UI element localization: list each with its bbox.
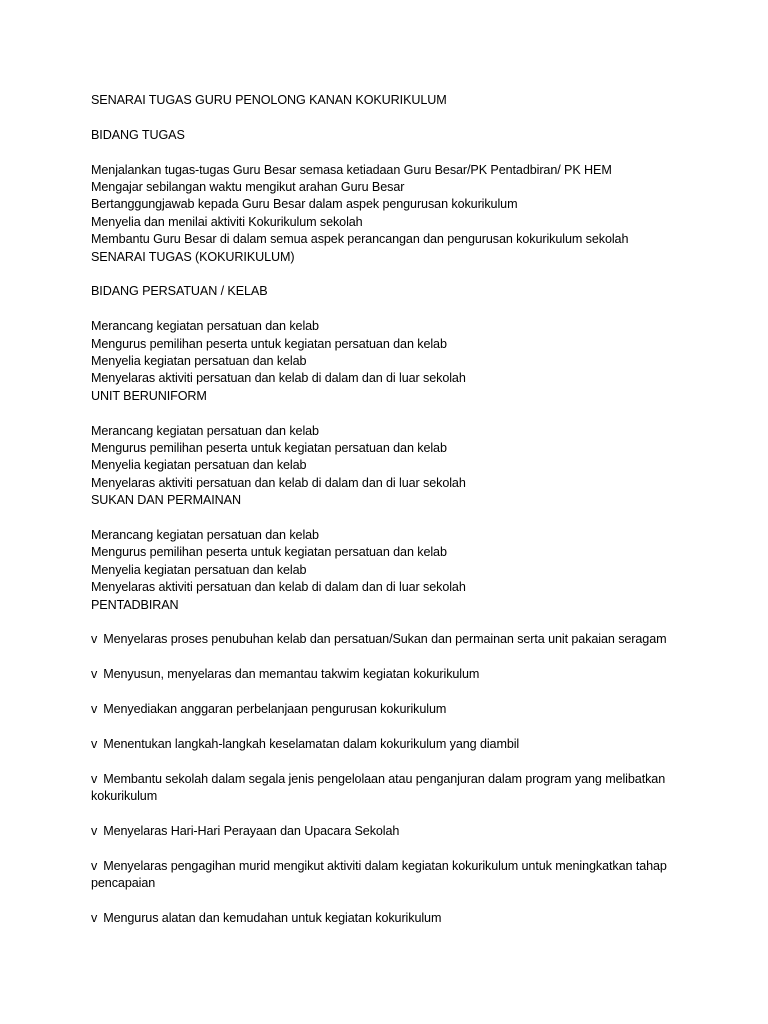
list-item: Mengurus pemilihan peserta untuk kegiatan persatuan dan kelab xyxy=(91,545,447,560)
bullet-text: Menyelaras pengagihan murid mengikut aktiviti dalam kegiatan kokurikulum untuk meningkatkan tahap pencapaian xyxy=(91,858,667,891)
bullet-marker: v xyxy=(91,632,98,647)
bullet-text: Menyediakan anggaran perbelanjaan pengurusan kokurikulum xyxy=(103,702,447,717)
list-item: Mengajar sebilangan waktu mengikut arahan Guru Besar xyxy=(91,180,405,194)
section-heading-senarai-tugas: SENARAI TUGAS (KOKURIKULUM) xyxy=(91,249,295,264)
bullet-item xyxy=(91,910,691,927)
bullet-text: Menentukan langkah-langkah keselamatan dalam kokurikulum yang diambil xyxy=(103,736,520,751)
bullet-item xyxy=(91,701,691,718)
list-item: Menyelia kegiatan persatuan dan kelab xyxy=(91,354,307,369)
bullet-marker: v xyxy=(91,858,98,873)
list-item: Mengurus pemilihan peserta untuk kegiatan persatuan dan kelab xyxy=(91,336,447,351)
list-item: Merancang kegiatan persatuan dan kelab xyxy=(91,319,319,334)
list-item: Menjalankan tugas-tugas Guru Besar semasa ketiadaan Guru Besar/PK Pentadbiran/ PK HEM xyxy=(91,162,612,177)
bullet-marker: v xyxy=(91,702,98,717)
section-heading-pentadbiran: PENTADBIRAN xyxy=(91,597,179,612)
section-heading-sukan: SUKAN DAN PERMAINAN xyxy=(91,493,241,508)
bullet-marker: v xyxy=(91,667,98,682)
bullet-text: Menyelaras proses penubuhan kelab dan persatuan/Sukan dan permainan serta unit pakaian seragam xyxy=(103,632,667,647)
list-item: Menyelaras aktiviti persatuan dan kelab di dalam dan di luar sekolah xyxy=(91,371,466,386)
list-item: Membantu Guru Besar di dalam semua aspek perancangan dan pengurusan kokurikulum sekolah xyxy=(91,232,629,247)
bullet-marker: v xyxy=(91,771,98,786)
bullet-item xyxy=(91,771,691,806)
bullet-text: Menyusun, menyelaras dan memantau takwim kegiatan kokurikulum xyxy=(103,667,480,682)
list-item: Menyelia dan menilai aktiviti Kokurikulum sekolah xyxy=(91,214,363,229)
list-item: Menyelaras aktiviti persatuan dan kelab di dalam dan di luar sekolah xyxy=(91,475,466,490)
section-heading-persatuan: BIDANG PERSATUAN / KELAB xyxy=(91,284,268,299)
bullet-item xyxy=(91,823,691,840)
section-heading-beruniform: UNIT BERUNIFORM xyxy=(91,388,207,403)
list-item: Merancang kegiatan persatuan dan kelab xyxy=(91,423,319,438)
bullet-item xyxy=(91,666,691,683)
list-item: Mengurus pemilihan peserta untuk kegiatan persatuan dan kelab xyxy=(91,441,447,456)
list-item: Menyelia kegiatan persatuan dan kelab xyxy=(91,458,307,473)
list-item: Bertanggungjawab kepada Guru Besar dalam aspek pengurusan kokurikulum xyxy=(91,197,518,212)
list-item: Merancang kegiatan persatuan dan kelab xyxy=(91,528,319,543)
bullet-text: Mengurus alatan dan kemudahan untuk kegiatan kokurikulum xyxy=(103,910,442,925)
bullet-item xyxy=(91,736,691,753)
bullet-text: Menyelaras Hari-Hari Perayaan dan Upacara Sekolah xyxy=(103,823,400,838)
bullet-item xyxy=(91,858,691,893)
bullet-marker: v xyxy=(91,736,98,751)
section-heading-bidang-tugas: BIDANG TUGAS xyxy=(91,127,185,142)
bullet-marker: v xyxy=(91,823,98,838)
bullet-item xyxy=(91,631,691,648)
list-item: Menyelaras aktiviti persatuan dan kelab di dalam dan di luar sekolah xyxy=(91,580,466,595)
list-item: Menyelia kegiatan persatuan dan kelab xyxy=(91,562,307,577)
document-title: SENARAI TUGAS GURU PENOLONG KANAN KOKURIKULUM xyxy=(91,93,447,107)
bullet-marker: v xyxy=(91,910,98,925)
bullet-text: Membantu sekolah dalam segala jenis pengelolaan atau penganjuran dalam program yang melibatkan kokurikulum xyxy=(91,771,666,804)
document-body xyxy=(91,92,691,927)
